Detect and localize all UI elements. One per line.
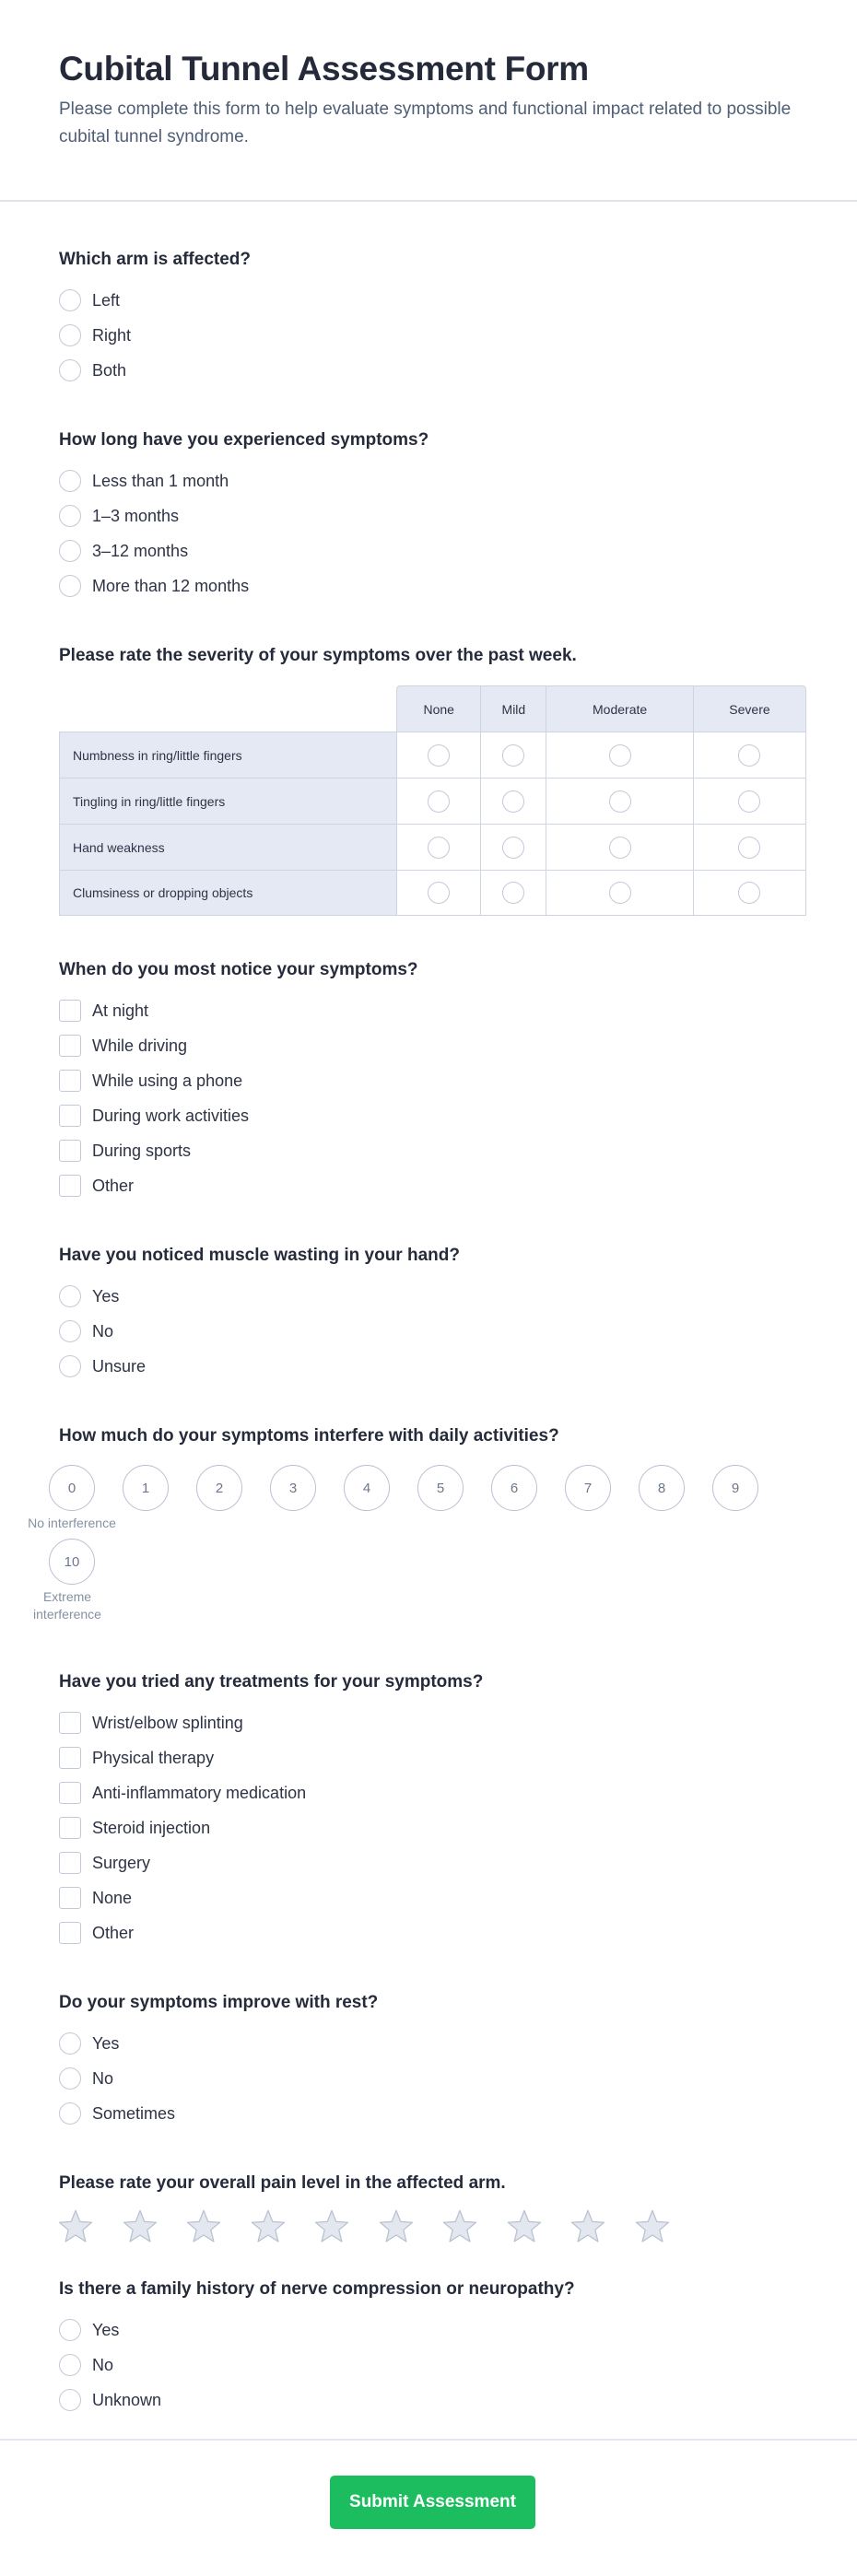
option-label: None (92, 1888, 133, 1907)
matrix-column-header: None (396, 685, 480, 732)
option-label: Yes (92, 2320, 120, 2339)
matrix-row (59, 778, 806, 824)
form-header (0, 0, 857, 202)
radio-option[interactable] (59, 568, 798, 603)
option-label: Other (92, 1176, 135, 1195)
matrix-cell[interactable] (396, 732, 480, 778)
radio-option[interactable] (59, 498, 798, 533)
option-label: Anti-inflammatory medication (92, 1783, 307, 1802)
checkbox-option[interactable] (59, 1133, 798, 1168)
matrix-cell[interactable] (396, 870, 480, 916)
matrix-cell[interactable] (546, 870, 693, 916)
scale-option (256, 1465, 330, 1539)
page-title: Cubital Tunnel Assessment Form (59, 50, 589, 88)
option-label: No (92, 2068, 114, 2088)
star-icon[interactable] (186, 2208, 221, 2243)
scale-button[interactable]: 1 (123, 1465, 169, 1511)
radio-button[interactable] (59, 2032, 81, 2055)
radio-button[interactable] (428, 744, 450, 767)
star-icon[interactable] (123, 2208, 158, 2243)
checkbox[interactable] (59, 1140, 81, 1162)
severity-matrix (59, 685, 806, 916)
question-pain (59, 2172, 798, 2243)
question-when (59, 959, 798, 1203)
scale-min-label: No interference (28, 1516, 116, 1530)
checkbox[interactable] (59, 1747, 81, 1769)
question-label: Which arm is affected? (59, 250, 251, 269)
radio-button[interactable] (502, 790, 524, 813)
option-label: Less than 1 month (92, 471, 229, 490)
radio-option[interactable] (59, 2383, 798, 2418)
option-label: Unknown (92, 2390, 162, 2409)
star-icon[interactable] (314, 2208, 349, 2243)
checkbox-option[interactable] (59, 1775, 798, 1810)
option-label: During work activities (92, 1106, 250, 1125)
option-label: At night (92, 1001, 149, 1020)
submit-assessment-button[interactable]: Submit Assessment (330, 2476, 535, 2529)
radio-button[interactable] (59, 324, 81, 346)
star-icon[interactable] (251, 2208, 286, 2243)
radio-option[interactable] (59, 463, 798, 498)
checkbox[interactable] (59, 1175, 81, 1197)
radio-button[interactable] (738, 882, 760, 904)
radio-option[interactable] (59, 1314, 798, 1349)
matrix-cell[interactable] (693, 732, 806, 778)
question-family-history (59, 2278, 798, 2418)
matrix-row (59, 870, 806, 916)
option-label: Steroid injection (92, 1818, 211, 1837)
star-icon[interactable] (442, 2208, 477, 2243)
scale-button[interactable]: 6 (491, 1465, 537, 1511)
pain-star-rating (58, 2208, 798, 2243)
scale-button[interactable]: 0 (49, 1465, 95, 1511)
option-label: Yes (92, 1286, 120, 1306)
radio-option[interactable] (59, 2348, 798, 2383)
form-footer (0, 2439, 857, 2576)
assessment-form (0, 202, 857, 2418)
checkbox[interactable] (59, 1070, 81, 1092)
scale-option (28, 1465, 116, 1539)
radio-button[interactable] (59, 2319, 81, 2341)
matrix-cell[interactable] (693, 870, 806, 916)
question-label: How long have you experienced symptoms? (59, 430, 429, 450)
option-label: During sports (92, 1141, 192, 1160)
checkbox[interactable] (59, 1922, 81, 1944)
radio-option[interactable] (59, 2313, 798, 2348)
radio-option[interactable] (59, 2096, 798, 2131)
option-list (59, 1705, 798, 1950)
option-list (59, 2313, 798, 2418)
radio-button[interactable] (609, 882, 631, 904)
matrix-cell[interactable] (546, 778, 693, 824)
radio-button[interactable] (59, 2102, 81, 2125)
scale-option (625, 1465, 699, 1539)
matrix-cell[interactable] (480, 870, 546, 916)
scale-button[interactable]: 10 (49, 1539, 95, 1585)
radio-button[interactable] (502, 744, 524, 767)
scale-button[interactable]: 5 (417, 1465, 464, 1511)
checkbox[interactable] (59, 1782, 81, 1804)
option-label: Sometimes (92, 2103, 176, 2123)
radio-option[interactable] (59, 2026, 798, 2061)
matrix-cell[interactable] (480, 732, 546, 778)
option-label: More than 12 months (92, 576, 250, 595)
scale-max-label: Extreme interference (33, 1589, 101, 1622)
matrix-row (59, 732, 806, 778)
option-label: While using a phone (92, 1071, 243, 1090)
scale-option (330, 1465, 404, 1539)
option-label: 1–3 months (92, 506, 180, 525)
option-label: Other (92, 1923, 135, 1942)
option-list (59, 1279, 798, 1384)
star-icon[interactable] (507, 2208, 542, 2243)
question-label: Please rate your overall pain level in the affected arm. (59, 2173, 506, 2193)
matrix-row (59, 824, 806, 870)
radio-button[interactable] (609, 837, 631, 859)
question-label: Please rate the severity of your symptoms over the past week. (59, 646, 577, 665)
radio-option[interactable] (59, 1349, 798, 1384)
option-list (59, 2026, 798, 2131)
checkbox-option[interactable] (59, 1740, 798, 1775)
checkbox-option[interactable] (59, 1168, 798, 1203)
scale-option (109, 1465, 182, 1539)
scale-option (477, 1465, 551, 1539)
matrix-column-header: Moderate (546, 685, 693, 732)
matrix-row-label: Tingling in ring/little fingers (59, 778, 396, 824)
radio-button[interactable] (502, 837, 524, 859)
scale-option (404, 1465, 477, 1539)
radio-button[interactable] (738, 790, 760, 813)
radio-button[interactable] (59, 1285, 81, 1307)
matrix-row-label: Clumsiness or dropping objects (59, 870, 396, 916)
matrix-column-header: Severe (693, 685, 806, 732)
star-icon[interactable] (379, 2208, 414, 2243)
checkbox-option[interactable] (59, 1705, 798, 1740)
scale-button[interactable]: 9 (712, 1465, 758, 1511)
radio-button[interactable] (59, 505, 81, 527)
radio-button[interactable] (59, 540, 81, 562)
radio-option[interactable] (59, 2061, 798, 2096)
option-label: Surgery (92, 1853, 151, 1872)
checkbox[interactable] (59, 1852, 81, 1874)
radio-button[interactable] (428, 790, 450, 813)
option-label: Yes (92, 2033, 120, 2053)
scale-button[interactable]: 3 (270, 1465, 316, 1511)
radio-button[interactable] (428, 882, 450, 904)
radio-option[interactable] (59, 318, 798, 353)
checkbox-option[interactable] (59, 1915, 798, 1950)
question-wasting (59, 1245, 798, 1384)
radio-button[interactable] (738, 744, 760, 767)
scale-button[interactable]: 8 (639, 1465, 685, 1511)
option-list (59, 283, 798, 388)
question-interference (28, 1425, 798, 1640)
option-label: No (92, 1321, 114, 1341)
question-arm (59, 249, 798, 388)
star-icon[interactable] (570, 2208, 605, 2243)
option-label: Right (92, 325, 132, 345)
matrix-cell[interactable] (396, 778, 480, 824)
question-label: How much do your symptoms interfere with daily activities? (59, 1426, 559, 1446)
question-label: When do you most notice your symptoms? (59, 960, 418, 979)
checkbox[interactable] (59, 1817, 81, 1839)
option-label: Physical therapy (92, 1748, 215, 1767)
matrix-cell[interactable] (693, 778, 806, 824)
option-label: Left (92, 290, 121, 310)
matrix-cell[interactable] (546, 824, 693, 870)
question-severity (59, 645, 798, 916)
radio-option[interactable] (59, 1279, 798, 1314)
checkbox-option[interactable] (59, 1880, 798, 1915)
checkbox-option[interactable] (59, 1028, 798, 1063)
option-label: 3–12 months (92, 541, 189, 560)
matrix-corner (59, 685, 396, 732)
checkbox[interactable] (59, 1712, 81, 1734)
checkbox-option[interactable] (59, 1845, 798, 1880)
checkbox[interactable] (59, 1035, 81, 1057)
radio-button[interactable] (59, 1320, 81, 1342)
option-label: Unsure (92, 1356, 147, 1376)
matrix-column-header: Mild (480, 685, 546, 732)
checkbox[interactable] (59, 1887, 81, 1909)
question-label: Is there a family history of nerve compression or neuropathy? (59, 2279, 575, 2299)
matrix-row-label: Numbness in ring/little fingers (59, 732, 396, 778)
scale-option (699, 1465, 772, 1539)
option-label: While driving (92, 1036, 188, 1055)
option-label: Both (92, 360, 127, 380)
question-label: Have you noticed muscle wasting in your hand? (59, 1246, 460, 1265)
matrix-cell[interactable] (396, 824, 480, 870)
checkbox[interactable] (59, 1000, 81, 1022)
radio-button[interactable] (59, 2354, 81, 2376)
checkbox-option[interactable] (59, 1063, 798, 1098)
interference-scale (28, 1465, 809, 1640)
scale-button[interactable]: 4 (344, 1465, 390, 1511)
radio-option[interactable] (59, 353, 798, 388)
scale-option (551, 1465, 625, 1539)
radio-button[interactable] (59, 289, 81, 311)
radio-button[interactable] (59, 2389, 81, 2411)
radio-button[interactable] (59, 470, 81, 492)
option-list (59, 993, 798, 1203)
question-duration (59, 429, 798, 603)
checkbox[interactable] (59, 1105, 81, 1127)
radio-button[interactable] (59, 2067, 81, 2090)
option-list (59, 463, 798, 603)
star-icon[interactable] (635, 2208, 670, 2243)
radio-option[interactable] (59, 283, 798, 318)
radio-button[interactable] (59, 1355, 81, 1377)
radio-button[interactable] (609, 790, 631, 813)
radio-button[interactable] (502, 882, 524, 904)
radio-button[interactable] (59, 575, 81, 597)
scale-option (182, 1465, 256, 1539)
scale-option (35, 1539, 109, 1640)
matrix-cell[interactable] (480, 824, 546, 870)
radio-button[interactable] (59, 359, 81, 381)
star-icon[interactable] (58, 2208, 93, 2243)
matrix-cell[interactable] (693, 824, 806, 870)
checkbox-option[interactable] (59, 1810, 798, 1845)
checkbox-option[interactable] (59, 1098, 798, 1133)
option-label: Wrist/elbow splinting (92, 1713, 243, 1732)
matrix-row-label: Hand weakness (59, 824, 396, 870)
question-rest (59, 1992, 798, 2131)
question-label: Do your symptoms improve with rest? (59, 1993, 379, 2012)
matrix-cell[interactable] (480, 778, 546, 824)
option-label: No (92, 2355, 114, 2374)
checkbox-option[interactable] (59, 993, 798, 1028)
question-treatments (59, 1671, 798, 1950)
radio-button[interactable] (738, 837, 760, 859)
radio-button[interactable] (609, 744, 631, 767)
scale-button[interactable]: 7 (565, 1465, 611, 1511)
scale-button[interactable]: 2 (196, 1465, 242, 1511)
page-subtitle: Please complete this form to help evaluate symptoms and functional impact related to possible cubital tunnel syndrome. (59, 100, 792, 146)
matrix-cell[interactable] (546, 732, 693, 778)
question-label: Have you tried any treatments for your symptoms? (59, 1672, 484, 1692)
radio-button[interactable] (428, 837, 450, 859)
radio-option[interactable] (59, 533, 798, 568)
